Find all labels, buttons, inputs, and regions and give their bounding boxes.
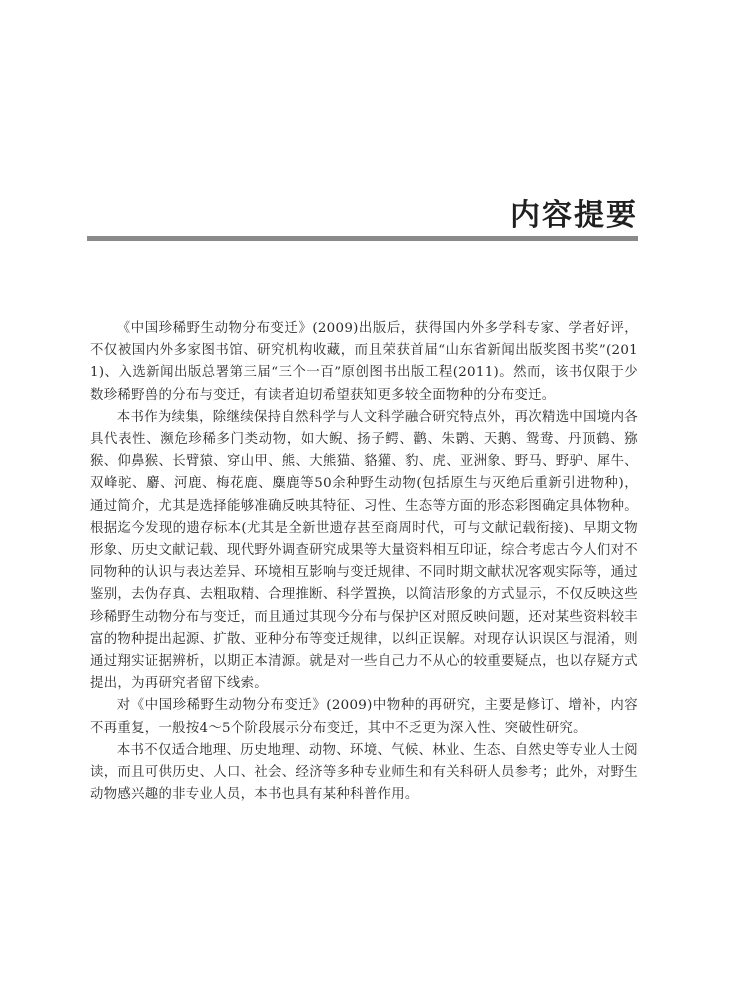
paragraph-3: 对《中国珍稀野生动物分布变迁》(2009)中物种的再研究，主要是修订、增补，内容不再重复，一般按4～5个阶段展示分布变迁，其中不乏更为深入性、突破性研究。 [90, 698, 638, 736]
paragraph-2: 本书作为续集，除继续保持自然科学与人文科学融合研究特点外，再次精选中国境内各具代表性、濒危珍稀多门类动物，如大鲵、扬子鳄、鹳、朱鹮、天鹅、鸳鸯、丹顶鹤、猕猴、仰鼻猴、长臂猿、穿山甲、熊、大熊猫、貉獾、豹、虎、亚洲象、野马、野驴、犀牛、双峰驼、麝、河鹿、梅花鹿、麋鹿等50余种野生动物(包括原生与灭绝后重新引进物种)，通过简介，尤其是选择能够准确反映其特征、习性、生态等方面的形态彩图确定具体物种。根据迄今发现的遗存标本(尤其是全新世遗存甚至商周时代，可与文献记载衔接)、早期文物形象、历史文献记载、现代野外调查研究成果等大量资料相互印证，综合考虑古今人们对不同物种的认识与表达差异、环境相互影响与变迁规律、不同时期文献状况客观实际等，通过鉴别，去伪存真、去粗取精、合理推断、科学置换，以简洁形象的方式显示，不仅反映这些珍稀野生动物分布与变迁，而且通过其现今分布与保护区对照反映问题，还对某些资料较丰富的物种提出起源、扩散、亚种分布等变迁规律，以纠正误解。对现存认识误区与混淆，则通过翔实证据辨析，以期正本清源。就是对一些自己力不从心的较重要疑点，也以存疑方式提出，为再研究者留下线索。 [90, 409, 638, 692]
section-heading: 内容提要 [510, 198, 638, 233]
paragraph-1: 《中国珍稀野生动物分布变迁》(2009)出版后，获得国内外多学科专家、学者好评，不仅被国内外多家图书馆、研究机构收藏，而且荣获首届“山东省新闻出版奖图书奖”(2011)、入选新闻出版总署第三届“三个一百”原创图书出版工程(2011)。然而，该书仅限于少数珍稀野兽的分布与变迁，有读者迫切希望获知更多较全面物种的分布变迁。 [90, 321, 638, 403]
heading-underline [87, 236, 638, 241]
summary-body [90, 318, 638, 806]
paragraph-4: 本书不仅适合地理、历史地理、动物、环境、气候、林业、生态、自然史等专业人士阅读，而且可供历史、人口、社会、经济等多种专业师生和有关科研人员参考；此外，对野生动物感兴趣的非专业人员，本书也具有某种科普作用。 [90, 742, 638, 803]
